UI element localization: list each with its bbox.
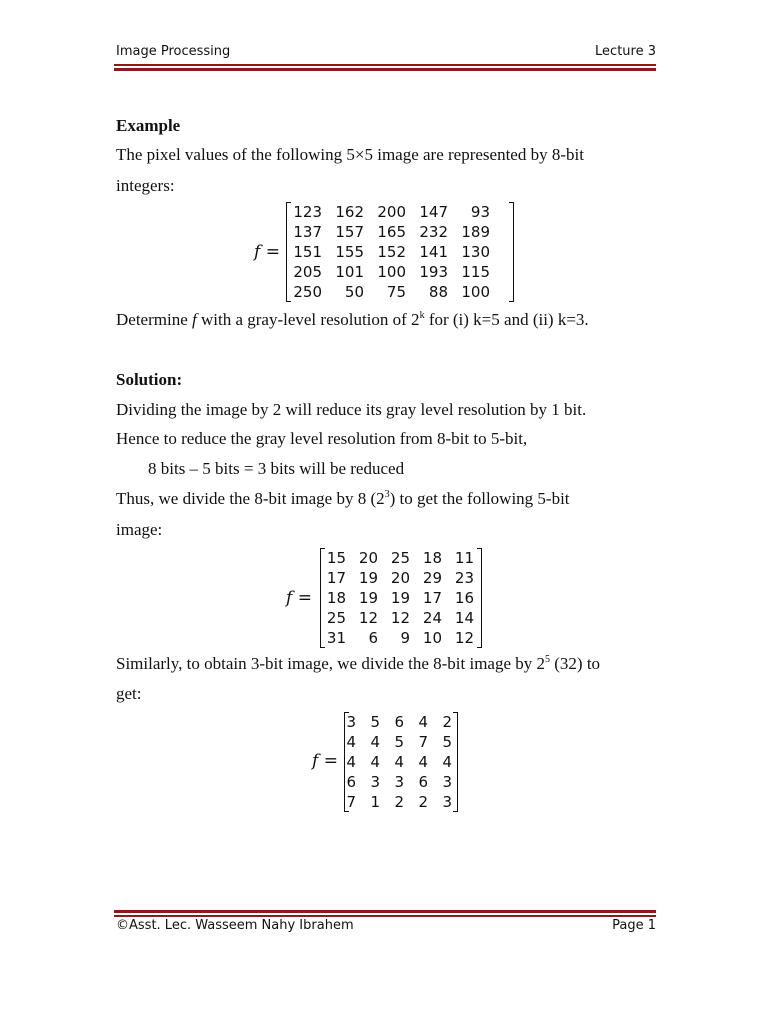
matrix-original-8bit: [286, 202, 514, 302]
matrix-cell: 137: [293, 223, 322, 241]
matrix-row: [320, 548, 474, 568]
matrix-cell: 4: [418, 753, 428, 771]
matrix-row: [286, 242, 490, 262]
matrix-cell: 75: [386, 283, 406, 301]
matrix-cell: 7: [346, 793, 356, 811]
matrix-cell: 6: [394, 713, 404, 731]
matrix-cell: 162: [335, 203, 364, 221]
matrix-cell: 19: [390, 589, 410, 607]
matrix-cell: 2: [394, 793, 404, 811]
header-rule-thick: [114, 68, 656, 71]
matrix-cell: 4: [370, 733, 380, 751]
matrix-cell: 250: [293, 283, 322, 301]
matrix-right-bracket: [453, 712, 458, 812]
matrix-cell: 101: [335, 263, 364, 281]
example-text-line-1: The pixel values of the following 5×5 image are represented by 8-bit: [116, 145, 584, 164]
example-heading: Example: [116, 116, 181, 135]
matrix-cell: 25: [326, 609, 346, 627]
matrix-cell: 100: [461, 283, 490, 301]
solution-text-line-3: 8 bits – 5 bits = 3 bits will be reduced: [148, 459, 405, 478]
matrix-row: [320, 588, 474, 608]
matrix-label-3bit: f =: [312, 751, 338, 771]
matrix-row: [342, 732, 452, 752]
matrix-cell: 100: [377, 263, 406, 281]
matrix-cell: 3: [346, 713, 356, 731]
matrix-cell: 232: [419, 223, 448, 241]
matrix-cell: 4: [346, 753, 356, 771]
matrix-cell: 5: [442, 733, 452, 751]
question-line: Determine f with a gray-level resolution of 2$^k$ for (i) k=5 and (ii) k=3.: [116, 310, 589, 329]
matrix-cell: 5: [394, 733, 404, 751]
matrix-cell: 19: [358, 569, 378, 587]
matrix-cell: 4: [442, 753, 452, 771]
solution-text-line-4: Thus, we divide the 8-bit image by 8 $(2^3)$ to get the following 5-bit: [116, 489, 570, 508]
header-course-title: Image Processing: [116, 44, 231, 59]
matrix-cell: 24: [422, 609, 442, 627]
matrix-right-bracket: [477, 548, 482, 648]
matrix-cell: 9: [400, 629, 410, 647]
footer-author: ©Asst. Lec. Wasseem Nahy Ibrahem: [116, 918, 354, 933]
matrix-cell: 4: [418, 713, 428, 731]
matrix-cell: 157: [335, 223, 364, 241]
matrix-cell: 12: [358, 609, 378, 627]
matrix-cell: 5: [370, 713, 380, 731]
footer-rule-thick: [114, 910, 656, 913]
matrix-cell: 152: [377, 243, 406, 261]
matrix-row: [342, 752, 452, 772]
solution-text-line-5: image:: [116, 520, 163, 539]
matrix-cell: 2: [418, 793, 428, 811]
matrix-cell: 155: [335, 243, 364, 261]
matrix-cell: 88: [428, 283, 448, 301]
matrix-cell: 4: [394, 753, 404, 771]
example-text-line-2: integers:: [116, 176, 175, 195]
matrix-cell: 115: [461, 263, 490, 281]
footer-page-number: Page 1: [612, 918, 656, 933]
matrix-cell: 130: [461, 243, 490, 261]
matrix-row: [286, 282, 490, 302]
matrix-label-original: f =: [254, 242, 280, 262]
matrix-cell: 189: [461, 223, 490, 241]
matrix-cell: 193: [419, 263, 448, 281]
matrix-cell: 6: [346, 773, 356, 791]
matrix-cell: 123: [293, 203, 322, 221]
matrix-cell: 3: [442, 793, 452, 811]
header-rule-thin: [114, 64, 656, 66]
matrix-cell: 12: [390, 609, 410, 627]
matrix-row: [320, 568, 474, 588]
matrix-cell: 141: [419, 243, 448, 261]
header-lecture-number: Lecture 3: [595, 44, 656, 59]
matrix-cell: 165: [377, 223, 406, 241]
solution-text-line-7: get:: [116, 684, 142, 703]
matrix-cell: 17: [422, 589, 442, 607]
matrix-row: [286, 222, 490, 242]
matrix-cell: 16: [454, 589, 474, 607]
matrix-cell: 17: [326, 569, 346, 587]
solution-heading: Solution:: [116, 370, 183, 389]
matrix-5bit: [320, 548, 482, 648]
solution-text-line-2: Hence to reduce the gray level resolution from 8-bit to 5-bit,: [116, 429, 528, 448]
matrix-cell: 12: [454, 629, 474, 647]
matrix-cell: 19: [358, 589, 378, 607]
matrix-cell: 7: [418, 733, 428, 751]
matrix-cell: 11: [454, 549, 474, 567]
matrix-cell: 205: [293, 263, 322, 281]
matrix-cell: 93: [470, 203, 490, 221]
matrix-cell: 4: [370, 753, 380, 771]
matrix-cell: 3: [370, 773, 380, 791]
matrix-row: [320, 628, 474, 648]
matrix-row: [320, 608, 474, 628]
solution-text-line-1: Dividing the image by 2 will reduce its gray level resolution by 1 bit.: [116, 400, 587, 419]
matrix-cell: 4: [346, 733, 356, 751]
matrix-cell: 31: [326, 629, 346, 647]
matrix-cell: 1: [370, 793, 380, 811]
matrix-cell: 25: [390, 549, 410, 567]
matrix-cell: 3: [394, 773, 404, 791]
matrix-cell: 200: [377, 203, 406, 221]
matrix-row: [286, 262, 490, 282]
matrix-cell: 10: [422, 629, 442, 647]
matrix-row: [342, 792, 452, 812]
matrix-cell: 14: [454, 609, 474, 627]
matrix-row: [342, 712, 452, 732]
matrix-cell: 23: [454, 569, 474, 587]
solution-text-line-6: Similarly, to obtain 3-bit image, we divide the 8-bit image by $2^5$ (32) to: [116, 654, 601, 673]
matrix-cell: 29: [422, 569, 442, 587]
matrix-cell: 20: [390, 569, 410, 587]
matrix-cell: 2: [442, 713, 452, 731]
footer-rule-thin: [114, 915, 656, 917]
matrix-label-5bit: f =: [286, 588, 312, 608]
matrix-cell: 3: [442, 773, 452, 791]
matrix-cell: 151: [293, 243, 322, 261]
matrix-cell: 18: [326, 589, 346, 607]
matrix-row: [342, 772, 452, 792]
matrix-row: [286, 202, 490, 222]
matrix-3bit: [344, 712, 458, 812]
matrix-cell: 147: [419, 203, 448, 221]
matrix-cell: 18: [422, 549, 442, 567]
matrix-cell: 15: [326, 549, 346, 567]
matrix-cell: 6: [418, 773, 428, 791]
matrix-cell: 50: [344, 283, 364, 301]
matrix-cell: 20: [358, 549, 378, 567]
matrix-right-bracket: [509, 202, 514, 302]
matrix-cell: 6: [368, 629, 378, 647]
